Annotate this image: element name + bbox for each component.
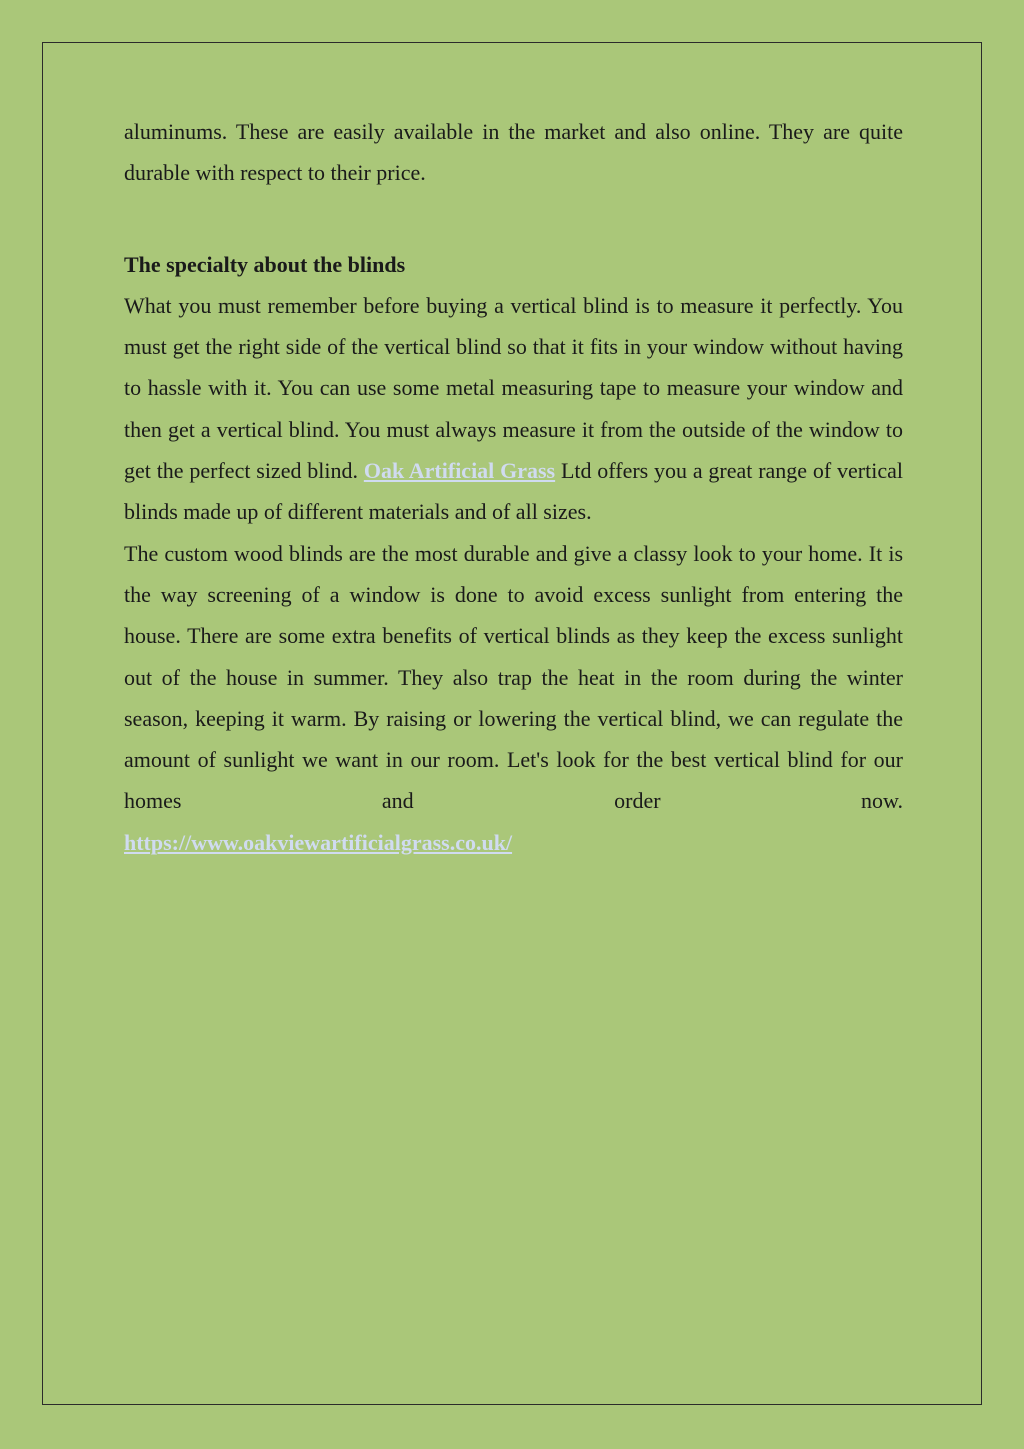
website-link[interactable]: https://www.oakviewartificialgrass.co.uk/ xyxy=(124,829,513,855)
paragraph-measuring-text: What you must remember before buying a vertical blind is to measure it perfectly. You must get the right side of the vertical blind so that it fits in your window without having to hassle with it. You can use some metal measuring tape to measure your window and then get a vertical blind. You must always measure it from the outside of the window to get the perfect sized blind. xyxy=(124,292,903,484)
document-body xyxy=(124,111,903,863)
website-link-line xyxy=(124,822,903,863)
oak-artificial-grass-link[interactable]: Oak Artificial Grass xyxy=(363,458,556,484)
paragraph-wood-blinds: The custom wood blinds are the most durable and give a classy look to your home. It is the way screening of a window is done to avoid excess sunlight from entering the house. There are some extra benefits of vertical blinds as they keep the excess sunlight out of the house in summer. They also trap the heat in the room during the winter season, keeping it warm. By raising or lowering the vertical blind, we can regulate the amount of sunlight we want in our room. Let's look for the best vertical blind for our homes and order now. xyxy=(124,540,903,814)
paragraph-measuring xyxy=(124,285,903,533)
paragraph-measuring-text-end: Ltd offers you a great range of vertical blinds made up of different materials and of all sizes. xyxy=(124,458,903,525)
section-heading: The specialty about the blinds xyxy=(124,251,406,277)
intro-paragraph: aluminums. These are easily available in the market and also online. They are quite durable with respect to their price. xyxy=(124,119,903,186)
